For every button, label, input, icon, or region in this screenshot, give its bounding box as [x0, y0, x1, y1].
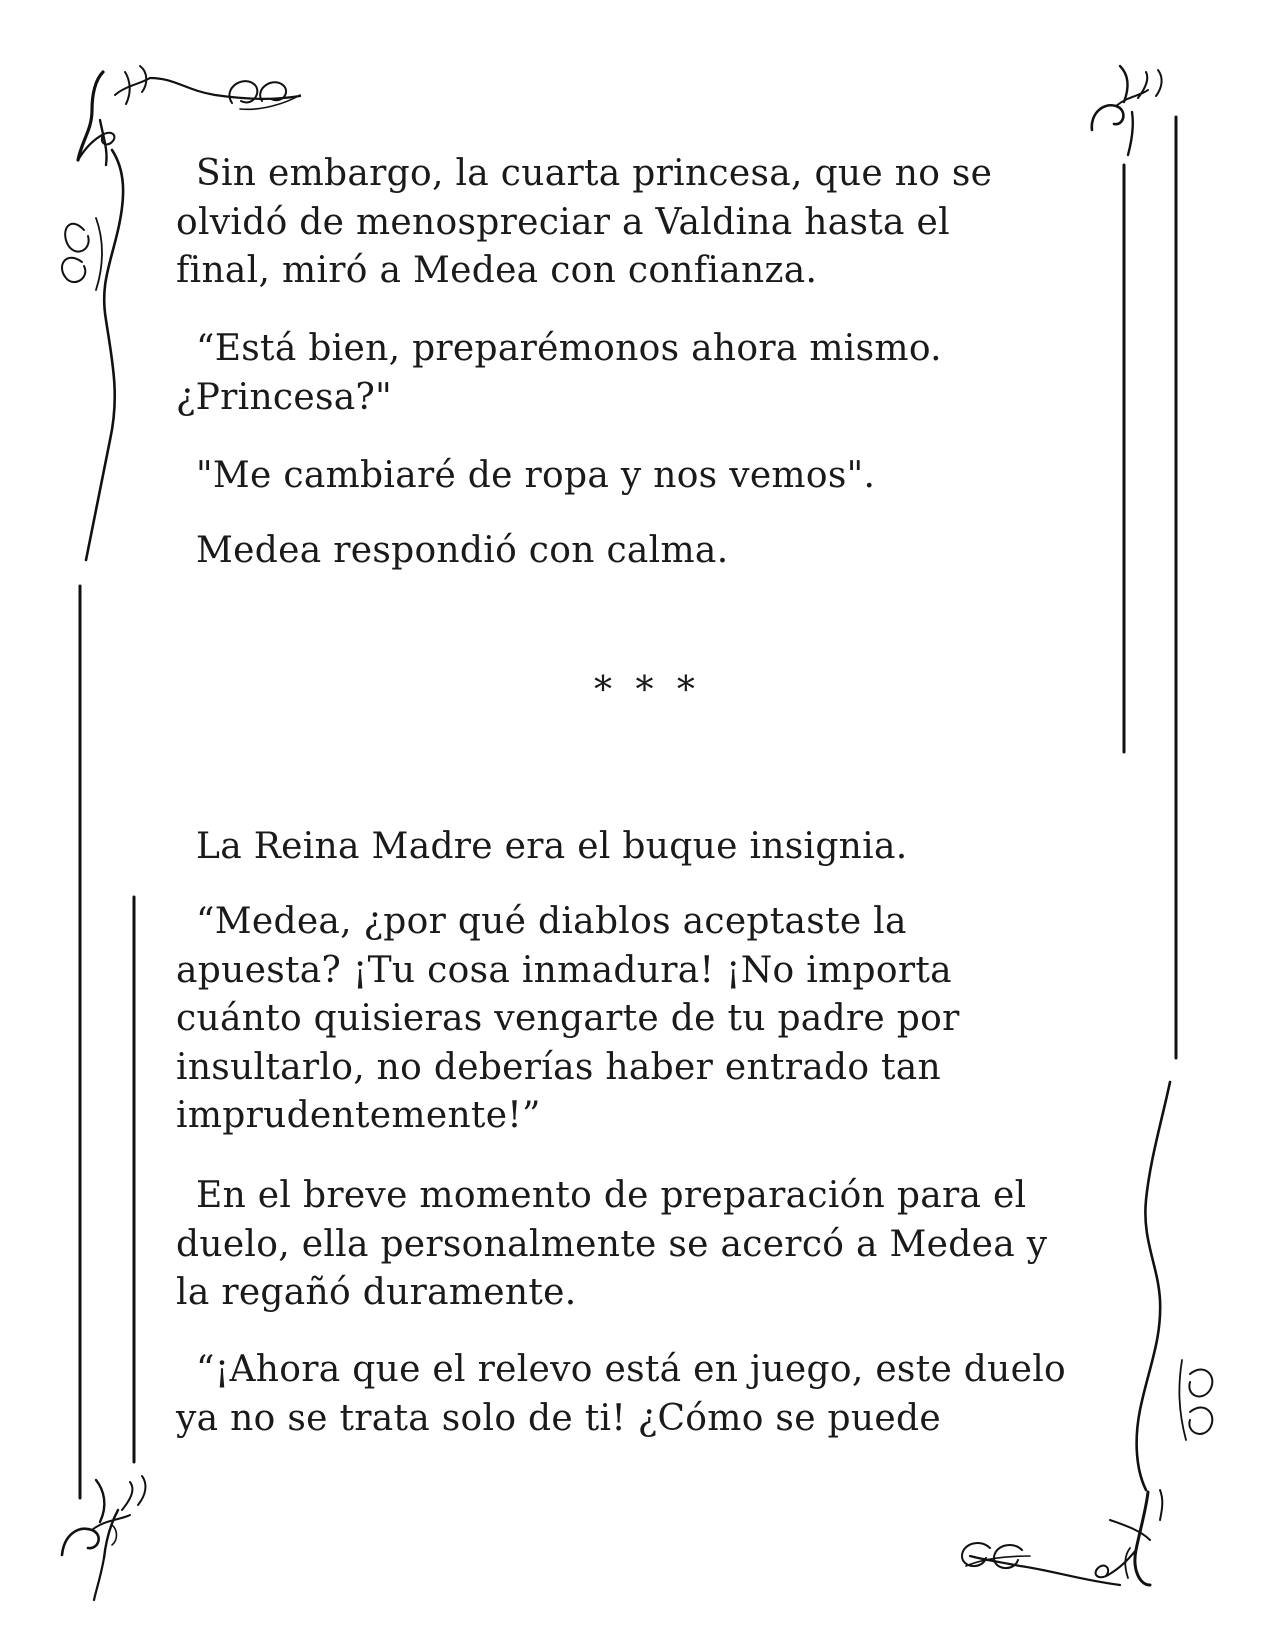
text-line: ya no se trata solo de ti! ¿Cómo se puede — [176, 1397, 941, 1439]
paragraph — [176, 1172, 1047, 1318]
paragraph — [176, 527, 728, 576]
text-line: Sin embargo, la cuarta princesa, que no se — [196, 153, 993, 194]
right-border-lines — [1124, 117, 1176, 1058]
paragraph — [176, 1346, 1066, 1443]
text-line: En el breve momento de preparación para el — [196, 1175, 1027, 1216]
paragraph — [176, 898, 960, 1141]
text-line: “¡Ahora que el relevo está en juego, este duelo — [196, 1349, 1067, 1390]
flourish-bottom-left-icon — [62, 1476, 145, 1600]
text-line: olvidó de menospreciar a Valdina hasta el — [176, 201, 950, 243]
text-line: La Reina Madre era el buque insignia. — [196, 826, 908, 867]
text-line: Medea respondió con calma. — [196, 530, 729, 571]
paragraph — [176, 325, 942, 422]
flourish-top-right-icon — [1092, 66, 1162, 155]
paragraph — [176, 150, 992, 296]
text-line: apuesta? ¡Tu cosa inmadura! ¡No importa — [176, 949, 952, 991]
text-line: duelo, ella personalmente se acercó a Medea y — [176, 1223, 1048, 1265]
flourish-bottom-right-icon — [962, 1082, 1212, 1585]
paragraph — [176, 823, 907, 872]
text-line: “Está bien, preparémonos ahora mismo. — [196, 328, 942, 369]
text-line: final, miró a Medea con confianza. — [176, 250, 818, 291]
text-line: cuánto quisieras vengarte de tu padre por — [176, 998, 960, 1039]
paragraph — [176, 452, 875, 501]
text-line: "Me cambiaré de ropa y nos vemos". — [196, 455, 876, 496]
text-line: insultarlo, no deberías haber entrado tan — [176, 1046, 942, 1088]
text-line: imprudentemente!” — [176, 1095, 541, 1136]
text-line: ¿Princesa?" — [176, 376, 392, 418]
text-line: “Medea, ¿por qué diablos aceptaste la — [196, 901, 907, 942]
scene-break-separator: * * * — [594, 670, 701, 711]
left-border-lines — [80, 586, 134, 1498]
text-line: la regañó duramente. — [176, 1272, 577, 1313]
